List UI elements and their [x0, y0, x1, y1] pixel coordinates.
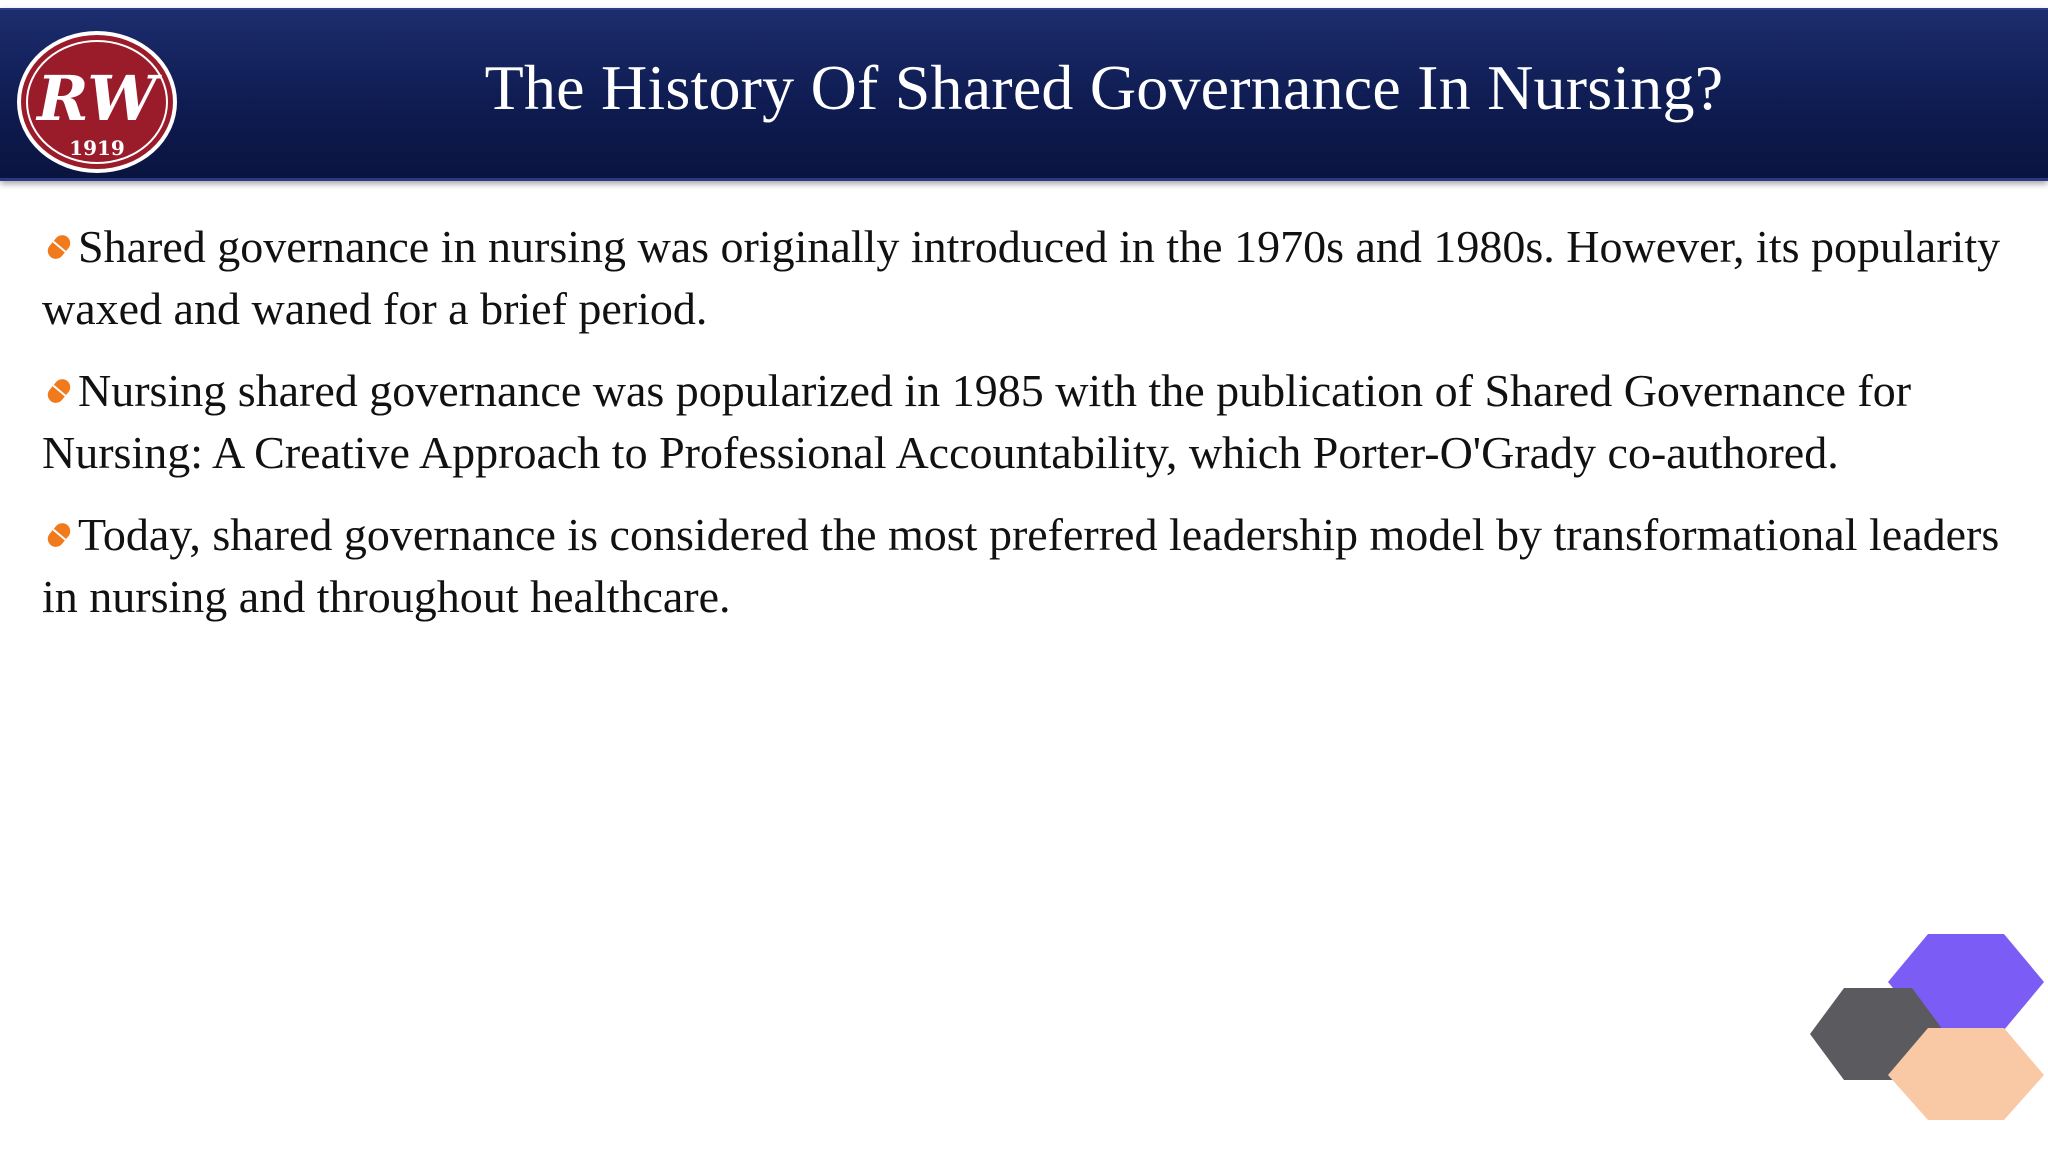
bullet-item: [42, 216, 2002, 340]
bullet-text: Nursing shared governance was popularized in 1985 with the publication of Shared Governance for Nursing: A Creative Approach to Professional Accountability, which Porter-O'Grady co-authored.: [42, 365, 1912, 478]
orange-pill-icon: [42, 374, 76, 408]
title-banner: [0, 8, 2048, 181]
logo-monogram: RW: [37, 62, 157, 135]
bullet-list: [42, 216, 2002, 648]
orange-pill-icon: [42, 230, 76, 264]
slide-title: The History Of Shared Governance In Nursing?: [484, 52, 1724, 123]
bullet-text: Shared governance in nursing was originally introduced in the 1970s and 1980s. However, its popularity waxed and waned for a brief period.: [42, 221, 2001, 334]
logo-year: 1919: [69, 136, 125, 160]
university-seal-logo: [14, 28, 180, 176]
bullet-item: [42, 504, 2002, 628]
bullet-item: [42, 360, 2002, 484]
bullet-text: Today, shared governance is considered the most preferred leadership model by transformational leaders in nursing and throughout healthcare.: [42, 509, 2000, 622]
hexagon-decoration: [1808, 930, 2048, 1120]
orange-pill-icon: [42, 518, 76, 552]
